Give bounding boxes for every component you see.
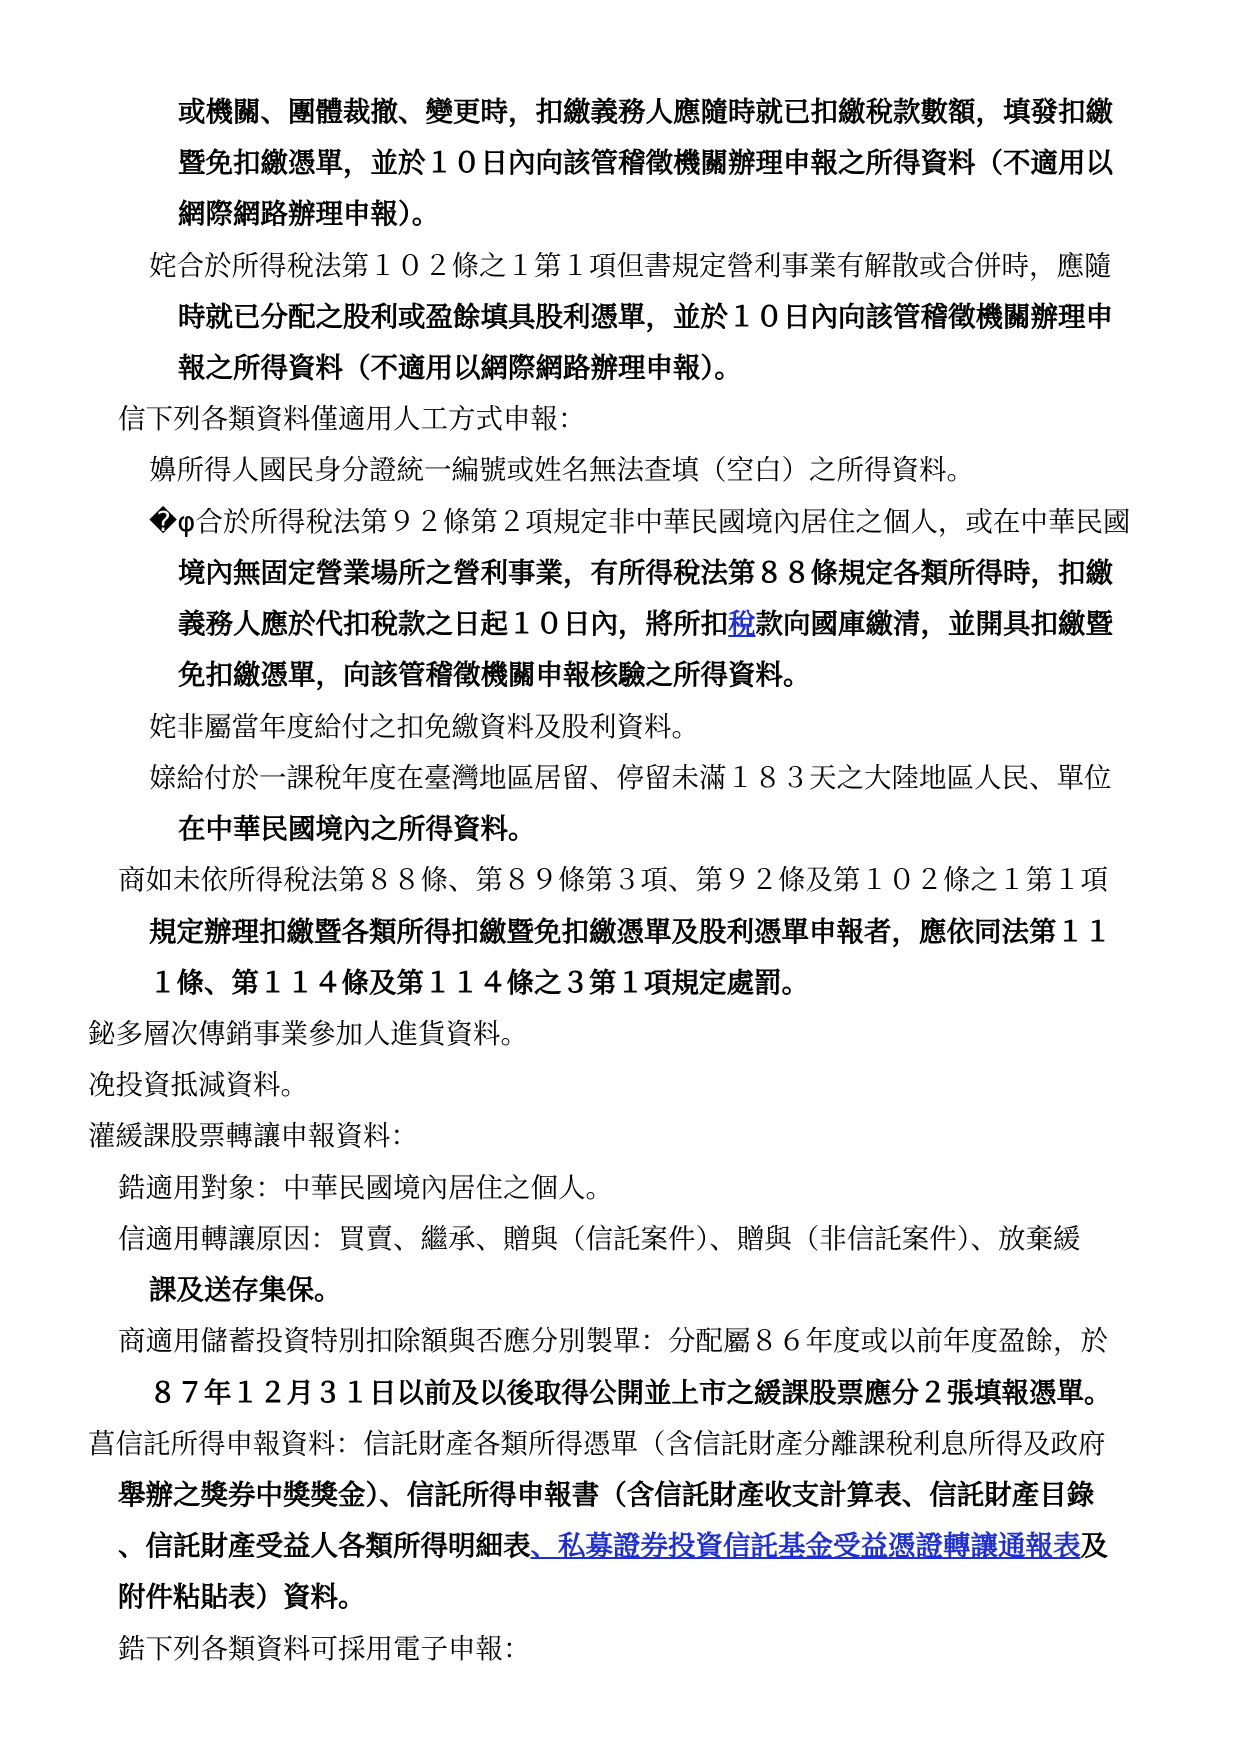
text-segment: 鉍多層次傳銷事業參加人進貨資料。 [88, 1018, 528, 1050]
text-segment: 款向國庫繳清，並開具扣繳暨 [755, 608, 1113, 640]
text-segment: 報之所得資料（不適用以網際網路辦理申報）。 [178, 352, 742, 384]
text-line-26 [149, 1373, 1112, 1413]
text-line-2 [178, 143, 1113, 183]
text-line-27 [88, 1424, 1106, 1464]
text-line-22 [118, 1168, 613, 1208]
text-segment: 免扣繳憑單，向該管稽徵機關申報核驗之所得資料。 [178, 659, 811, 691]
text-line-6 [178, 348, 742, 388]
text-segment: 商如未依所得稅法第８８條、第８９條第３項、第９２條及第１０２條之１第１項 [118, 864, 1108, 896]
text-line-28 [118, 1475, 1094, 1515]
text-line-25 [118, 1321, 1108, 1361]
text-line-9 [149, 502, 1130, 542]
text-segment: 義務人應於代扣稅款之日起１０日內，將所扣 [178, 608, 728, 640]
text-segment: 商適用儲蓄投資特別扣除額與否應分別製單：分配屬８６年度或以前年度盈餘，於 [118, 1325, 1108, 1357]
text-line-1 [178, 92, 1113, 132]
text-segment: 舉辦之獎券中獎獎金）、信託所得申報書（含信託財產收支計算表、信託財產目錄 [118, 1479, 1095, 1511]
text-segment: 媇給付於一課稅年度在臺灣地區居留、停留未滿１８３天之大陸地區人民、單位 [149, 762, 1112, 794]
hyperlink[interactable]: 、私募證券投資信託基金受益憑證轉讓通報表 [530, 1530, 1081, 1562]
text-segment: 課及送存集保。 [149, 1274, 342, 1306]
text-segment: 鋯適用對象：中華民國境內居住之個人。 [118, 1172, 613, 1204]
text-line-17 [149, 912, 1112, 952]
text-line-24 [149, 1270, 342, 1310]
text-segment: 灌緩課股票轉讓申報資料： [88, 1120, 418, 1152]
text-segment: 時就已分配之股利或盈餘填具股利憑單，並於１０日內向該管稽徵機關辦理申 [178, 301, 1113, 333]
text-segment: 、信託財產受益人各類所得明細表 [118, 1530, 531, 1562]
text-segment: 凂投資抵減資料。 [88, 1069, 308, 1101]
text-segment: 信下列各類資料僅適用人工方式申報： [118, 403, 586, 435]
text-segment: 網際網路辦理申報）。 [178, 198, 440, 230]
text-line-18 [149, 963, 809, 1003]
text-segment: �φ合於所得稅法第９２條第２項規定非中華民國境內居住之個人，或在中華民國 [149, 506, 1131, 538]
text-line-5 [178, 297, 1113, 337]
text-segment: 菖信託所得申報資料：信託財產各類所得憑單（含信託財產分離課稅利息所得及政府 [88, 1428, 1106, 1460]
text-line-20 [88, 1065, 308, 1105]
text-line-12 [178, 655, 811, 695]
text-segment: 信適用轉讓原因：買賣、繼承、贈與（信託案件）、贈與（非信託案件）、放棄緩 [118, 1223, 1081, 1255]
text-segment: 暨免扣繳憑單，並於１０日內向該管稽徵機關辦理申報之所得資料（不適用以 [178, 147, 1113, 179]
text-segment: 嬶所得人國民身分證統一編號或姓名無法查填（空白）之所得資料。 [149, 454, 974, 486]
text-line-21 [88, 1116, 418, 1156]
text-segment: 鋯下列各類資料可採用電子申報： [118, 1633, 531, 1665]
text-segment: ８７年１２月３１日以前及以後取得公開並上市之緩課股票應分２張填報憑單。 [149, 1377, 1112, 1409]
text-line-31 [118, 1629, 531, 1669]
text-line-23 [118, 1219, 1081, 1259]
text-line-29 [118, 1526, 1108, 1566]
text-line-30 [118, 1577, 366, 1617]
text-line-14 [149, 758, 1112, 798]
text-segment: 姹非屬當年度給付之扣免繳資料及股利資料。 [149, 711, 699, 743]
text-line-15 [178, 809, 536, 849]
text-line-8 [149, 450, 974, 490]
text-segment: 規定辦理扣繳暨各類所得扣繳暨免扣繳憑單及股利憑單申報者，應依同法第１１ [149, 916, 1112, 948]
text-line-4 [149, 246, 1112, 286]
text-line-16 [118, 860, 1108, 900]
text-segment: 在中華民國境內之所得資料。 [178, 813, 536, 845]
text-line-7 [118, 399, 586, 439]
text-segment: 姹合於所得稅法第１０２條之１第１項但書規定營利事業有解散或合併時，應隨 [149, 250, 1112, 282]
text-segment: 及 [1080, 1530, 1108, 1562]
text-line-3 [178, 194, 439, 234]
text-line-11 [178, 604, 1113, 644]
text-segment: 境內無固定營業場所之營利事業，有所得稅法第８８條規定各類所得時，扣繳 [178, 557, 1113, 589]
text-segment: 或機關、團體裁撤、變更時，扣繳義務人應隨時就已扣繳稅款數額，填發扣繳 [178, 96, 1113, 128]
text-segment: １條、第１１４條及第１１４條之３第１項規定處罰。 [149, 967, 809, 999]
text-line-19 [88, 1014, 528, 1054]
text-segment: 附件粘貼表）資料。 [118, 1581, 366, 1613]
hyperlink[interactable]: 稅 [728, 608, 756, 640]
text-line-10 [178, 553, 1113, 593]
text-line-13 [149, 707, 699, 747]
